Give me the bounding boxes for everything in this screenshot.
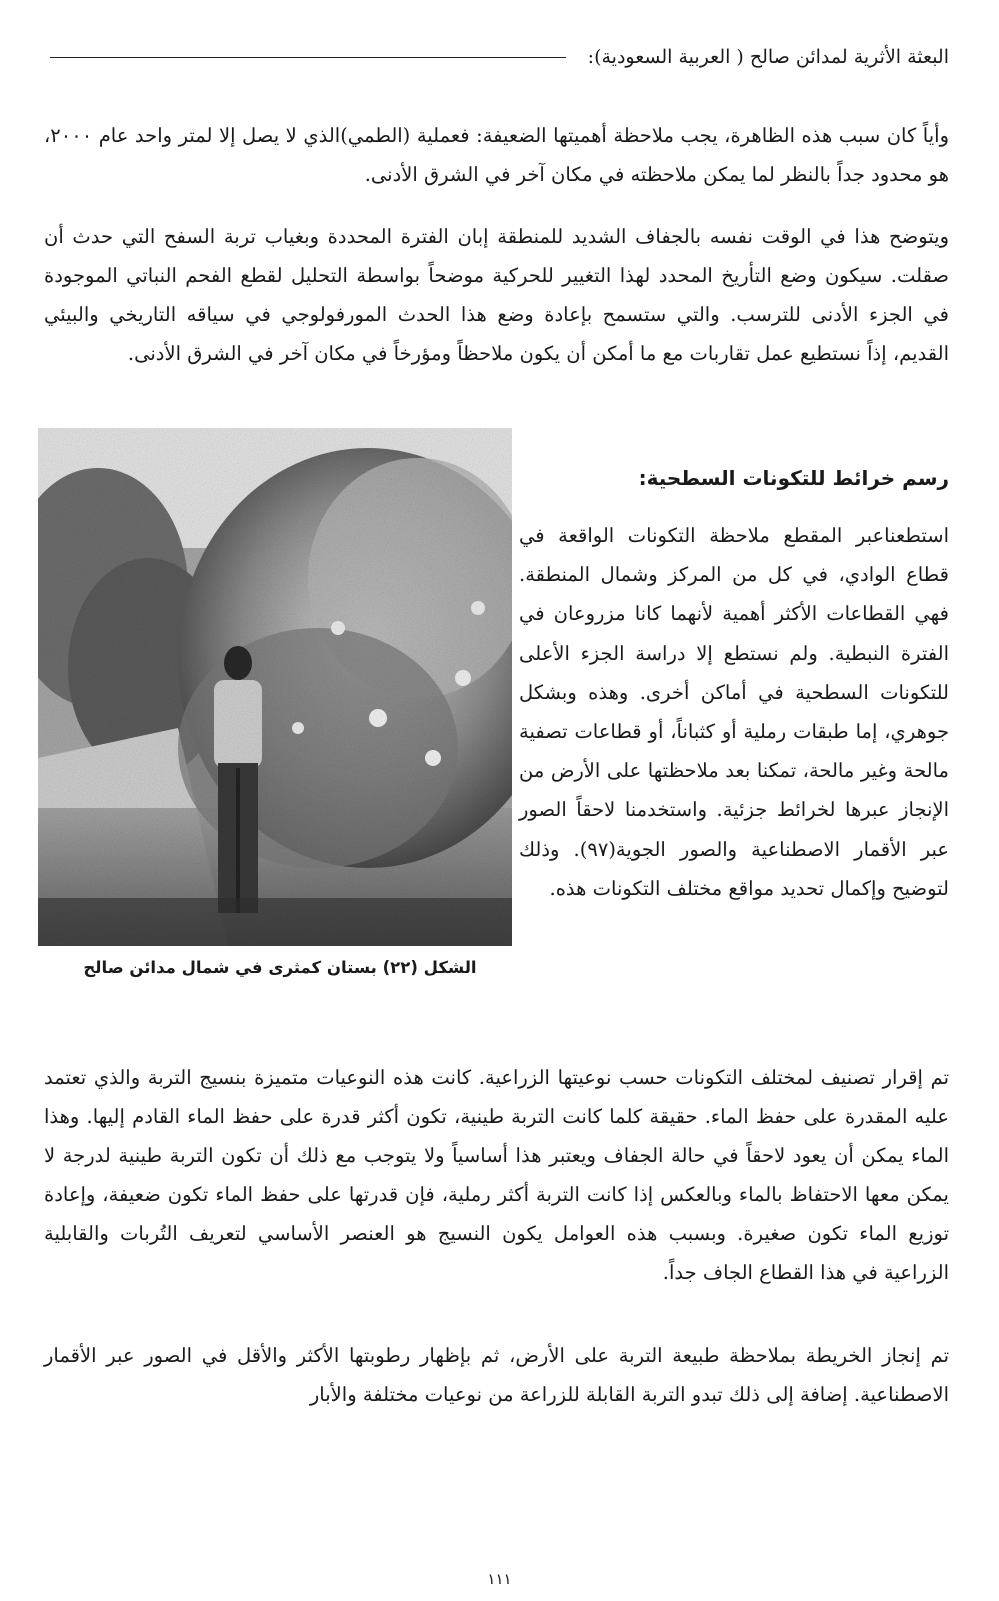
running-header-title: البعثة الأثرية لمدائن صالح ( العربية السعودية): <box>587 46 949 68</box>
section-heading: رسم خرائط للتكونات السطحية: <box>638 466 949 490</box>
paragraph-4: تم إقرار تصنيف لمختلف التكونات حسب نوعيتها الزراعية. كانت هذه النوعيات متميزة بنسيج التربة والذي تعتمد عليه المقدرة على حفظ الماء. حقيقة كلما كانت التربة طينية، تكون أكثر قدرة على حفظ الماء القادم إليها. وهذا الماء يمكن أن يعود لاحقاً في حالة الجفاف ويعتبر هذا أساسياً ولا يتوجب مع ذلك أن تكون التربة طينية لدرجة لا يمكن معها الاحتفاظ بالماء وبالعكس إذا كانت التربة أكثر رملية، فإن قدرتها على حفظ الماء تكون ضعيفة، وإعادة توزيع الماء تكون صغيرة. وبسبب هذه العوامل يكون النسيج هو العنصر الأساسي لتعريف التُربات والقابلية الزراعية في هذا القطاع الجاف جداً. <box>44 1066 949 1284</box>
running-header <box>50 42 949 72</box>
paragraph-2: ويتوضح هذا في الوقت نفسه بالجفاف الشديد للمنطقة إبان الفترة المحددة وبغياب تربة السفح التي حدث أن صقلت. سيكون وضع التأريخ المحدد لهذا التغيير للحركية موضحاً بواسطة التحليل لقطع الفحم النباتي الموجودة في الجزء الأدنى للترسب. والتي ستسمح بإعادة وضع هذا الحدث المورفولوجي في سياقه التاريخي والبيئي القديم، إذاً نستطيع عمل تقاربات مع ما أمكن أن يكون ملاحظاً ومؤرخاً في مكان آخر في الشرق الأدنى. <box>44 225 949 365</box>
paragraph-3: استطعناعبر المقطع ملاحظة التكونات الواقعة في قطاع الوادي، في كل من المركز وشمال المنطقة. فهي القطاعات الأكثر أهمية لأنهما كانا مزروعان في الفترة النبطية. ولم نستطع إلا دراسة الجزء الأعلى للتكونات السطحية في أماكن أخرى. وهذه وبشكل جوهري، إما طبقات رملية أو كثباناً، أو قطاعات تصفية مالحة وغير مالحة، تمكنا بعد ملاحظتها على الأرض من الإنجاز عبرها لخرائط جزئية. واستخدمنا لاحقاً الصور عبر الأقمار الاصطناعية والصور الجوية(٩٧). وذلك لتوضيح وإكمال تحديد مواقع مختلف التكونات هذه. <box>519 524 949 900</box>
page-number: ١١١ <box>487 1570 512 1588</box>
paragraph-1: وأياً كان سبب هذه الظاهرة، يجب ملاحظة أهميتها الضعيفة: فعملية (الطمي)الذي لا يصل إلا لمتر واحد عام ٢٠٠٠، هو محدود جداً بالنظر لما يمكن ملاحظته في مكان آخر في الشرق الأدنى. <box>44 124 949 186</box>
orchard-photo-illustration <box>38 428 512 946</box>
header-rule <box>50 57 566 58</box>
figure-caption: الشكل (٢٢) بستان كمثرى في شمال مدائن صالح <box>83 958 477 977</box>
paragraph-5: تم إنجاز الخريطة بملاحظة طبيعة التربة على الأرض، ثم بإظهار رطوبتها الأكثر والأقل في الصور عبر الأقمار الاصطناعية. إضافة إلى ذلك تبدو التربة القابلة للزراعة من نوعيات مختلفة والأبار <box>44 1344 949 1406</box>
figure-photo <box>38 428 512 946</box>
